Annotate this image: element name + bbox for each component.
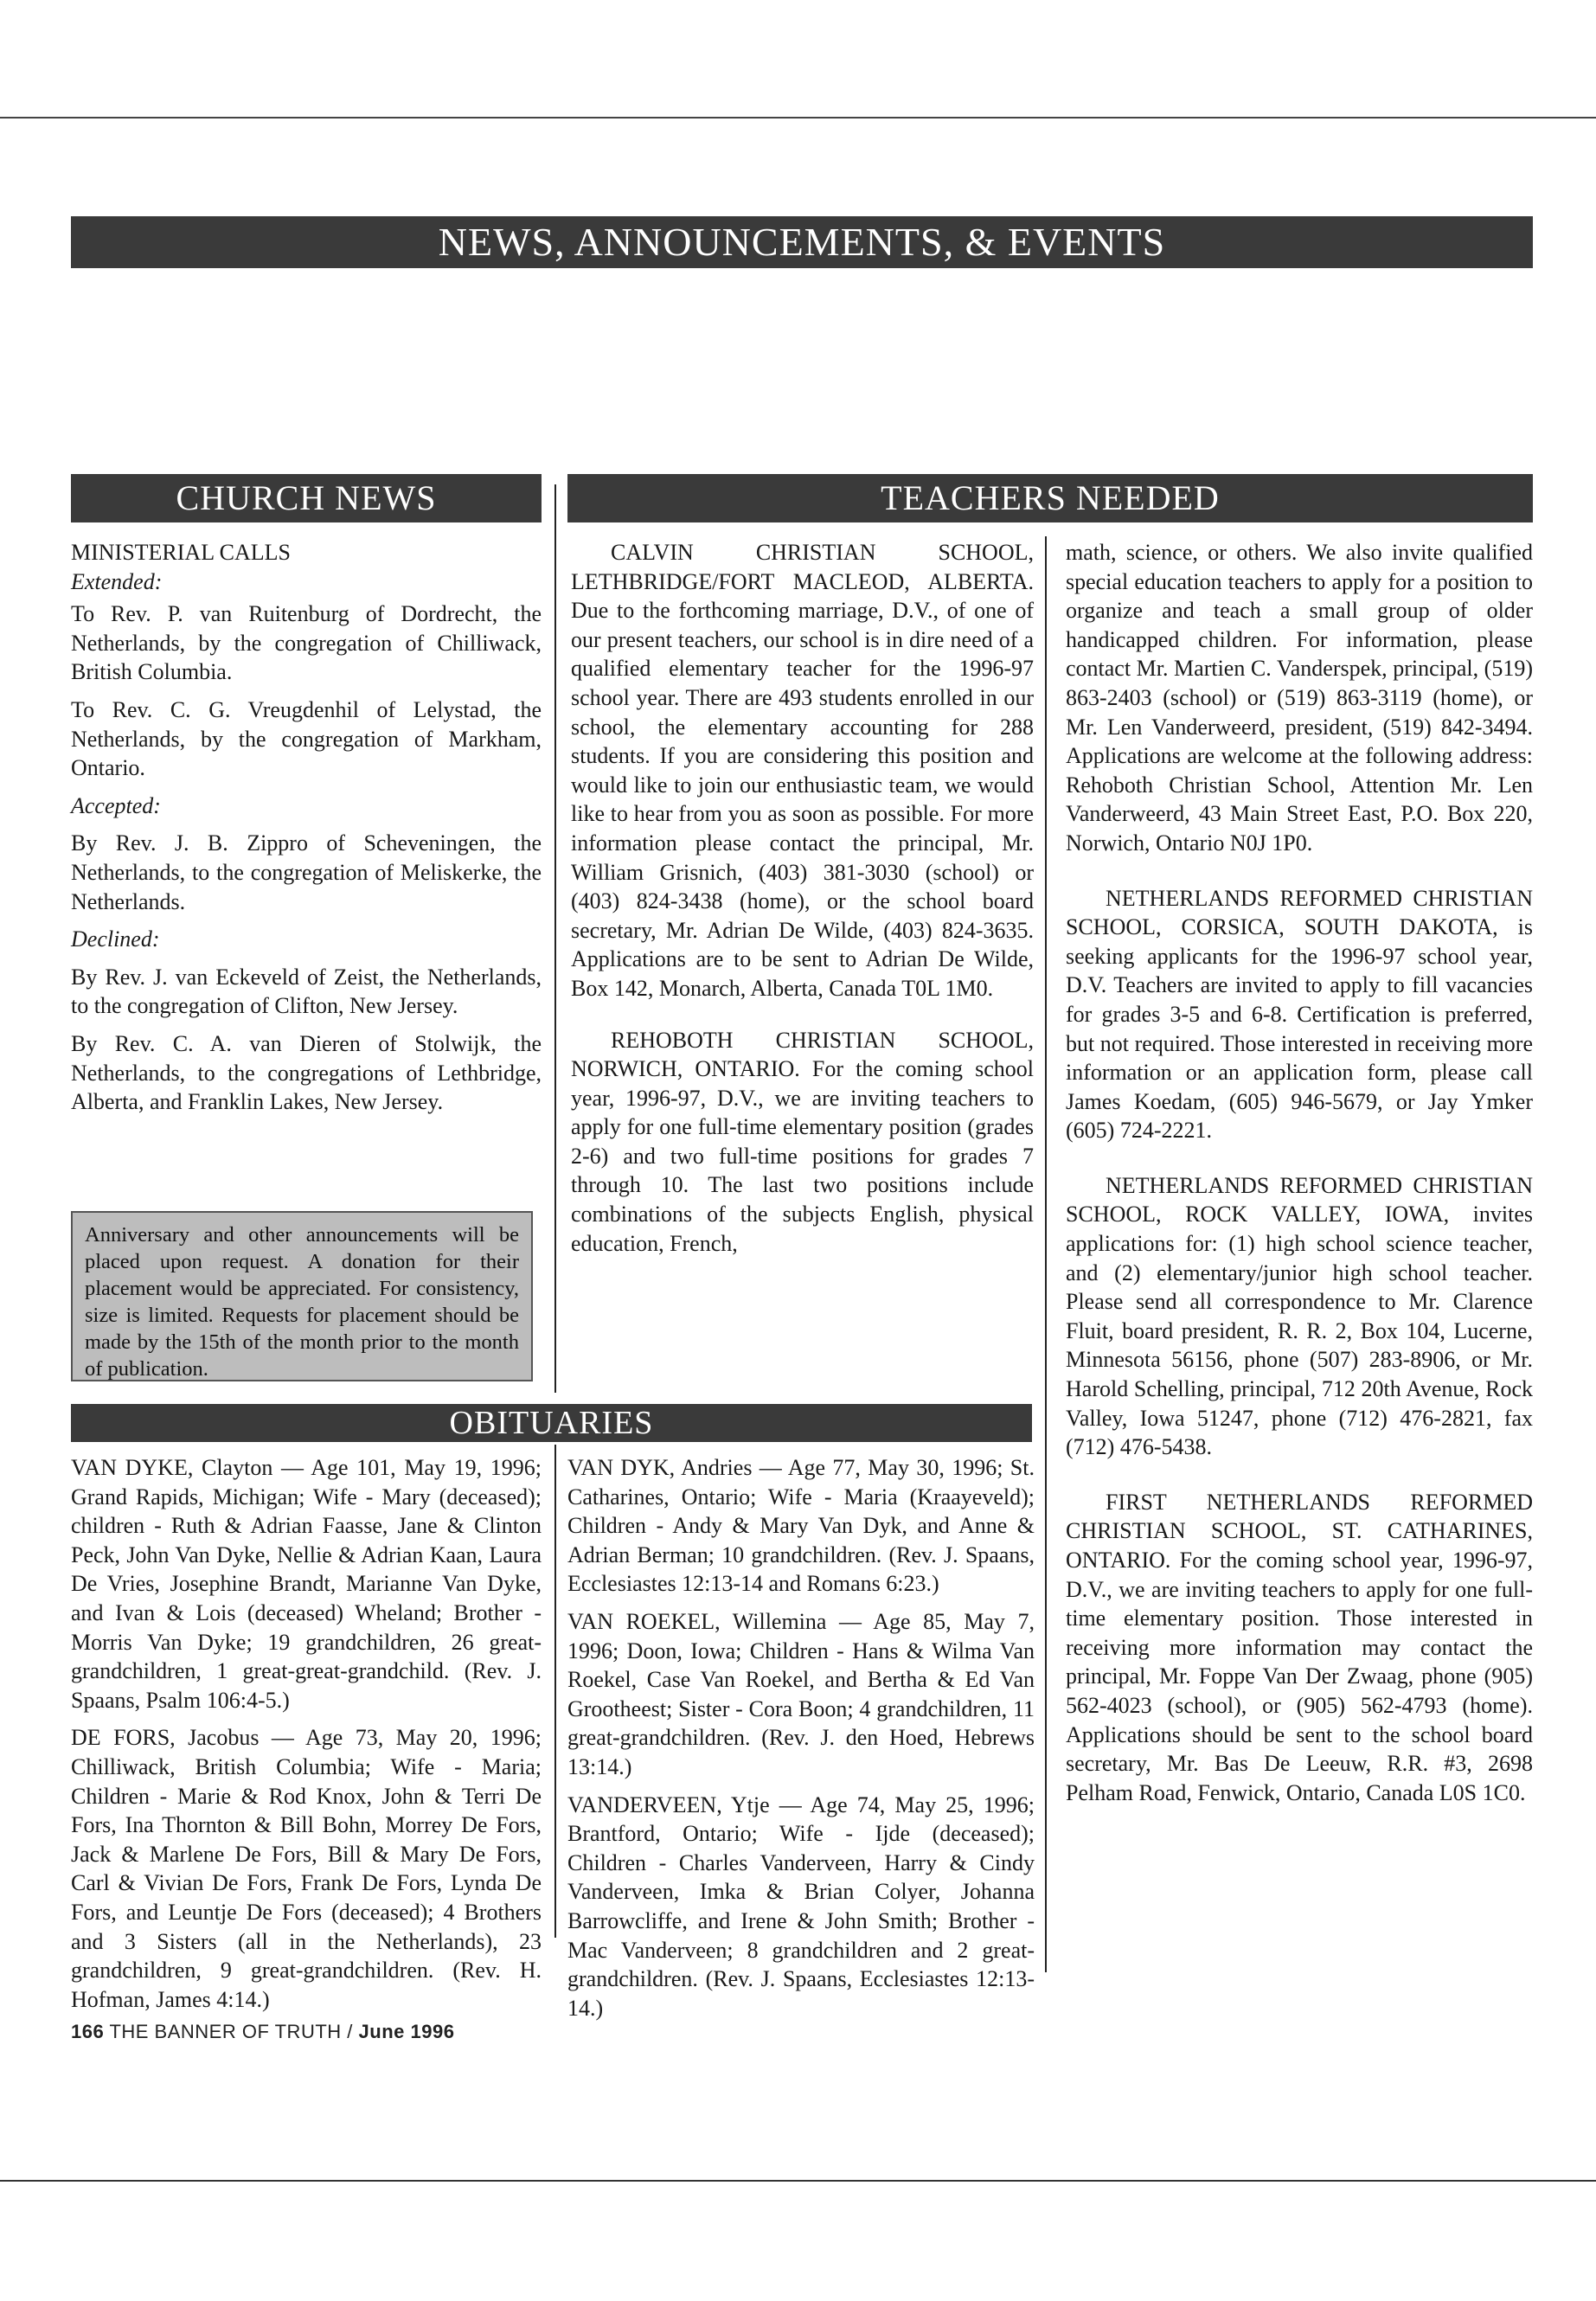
call-extended-2: To Rev. C. G. Vreugdenhil of Lelystad, the Netherlands, by the congregation of Markham, Ontario. [71, 696, 542, 781]
obituary-de-fors: DE FORS, Jacobus — Age 73, May 20, 1996; Chilliwack, British Columbia; Wife - Maria; Children - Marie & Rod Knox, John & Terri De Fors, Ina Thornton & Bill Bohn, Morrey De Fors, Jack & Marlene De Fors, Bill & Mary De Fors, Carl & Vivian De Fors, Frank De Fors, Lynda De Fors, and Leuntje De Fors (deceased); 4 Brothers and 3 Sisters (all in the Netherlands), 23 grandchildren, 9 great-grandchildren. (Rev. H. Hofman, James 4:14.) [71, 1725, 542, 2012]
column-rule-1 [554, 484, 556, 1393]
page-number: 166 [71, 2021, 105, 2042]
obituary-van-dyke: VAN DYKE, Clayton — Age 101, May 19, 1996; Grand Rapids, Michigan; Wife - Mary (deceased); children - Ruth & Adrian Faasse, Jane & Clinton Peck, John Van Dyke, Nellie & Adrian Kaan, Laura De Vries, Josephine Brandt, Marianne Van Dyke, and Ivan & Lois (deceased) Wheland; Brother - Morris Van Dyke; 19 grandchildren, 26 great-grandchildren, 1 great-great-grandchild. (Rev. J. Spaans, Psalm 106:4-5.) [71, 1455, 542, 1713]
issue-date: June 1996 [358, 2021, 455, 2042]
page-banner-text: NEWS, ANNOUNCEMENTS, & EVENTS [438, 220, 1166, 264]
ad-rock-valley-school: NETHERLANDS REFORMED CHRISTIAN SCHOOL, ROCK VALLEY, IOWA, invites applications for: (1) high school science teacher, and (2) elementary/junior high school teacher. Please send all correspondence to Mr. Clarence Fluit, board president, R. R. 2, Box 104, Lucerne, Minnesota 56156, phone (507) 283-8906, or Mr. Harold Schelling, principal, 712 20th Avenue, Rock Valley, Iowa 51247, phone (712) 476-2821, fax (712) 476-5438. [1066, 1172, 1533, 1460]
church-news-column [71, 538, 542, 1125]
obituaries-column-left [71, 1453, 542, 2029]
column-rule-3 [554, 1445, 556, 1938]
obituary-van-dyk: VAN DYK, Andries — Age 77, May 30, 1996; St. Catharines, Ontario; Wife - Maria (Kraayeveld); Children - Andy & Mary Van Dyk, and Anne & Adrian Berman; 10 grandchildren. (Rev. J. Spaans, Ecclesiastes 12:13-14 and Romans 6:23.) [567, 1455, 1035, 1597]
publication-name: THE BANNER OF TRUTH [109, 2021, 342, 2042]
teachers-needed-banner [567, 474, 1533, 522]
obituaries-banner [71, 1404, 1032, 1442]
call-declined-2: By Rev. C. A. van Dieren of Stolwijk, the Netherlands, to the congregations of Lethbridge, Alberta, and Franklin Lakes, New Jersey. [71, 1030, 542, 1115]
ad-rehoboth-continued: math, science, or others. We also invite qualified special education teachers to apply for a position to organize and teach a small group of older handicapped children. For information, please contact Mr. Martien C. Vanderspek, principal, (519) 863-2403 (school) or (519) 863-3119 (home), or Mr. Len Vanderweerd, president, (519) 842-3494. Applications are welcome at the following address: Rehoboth Christian School, Attention Mr. Len Vanderweerd, 43 Main Street East, P.O. Box 220, Norwich, Ontario N0J 1P0. [1066, 540, 1533, 856]
page-banner [71, 216, 1533, 268]
obituaries-title: OBITUARIES [449, 1405, 654, 1441]
church-news-banner [71, 474, 542, 522]
obituary-vanderveen: VANDERVEEN, Ytje — Age 74, May 25, 1996; Brantford, Ontario; Wife - Ijde (deceased); Children - Charles Vanderveen, Harry & Cindy Vanderveen, Imka & Brian Colyer, Johanna Barrowcliffe, and Irene & John Smith; Brother - Mac Vanderveen; 8 grandchildren and 2 great-grandchildren. (Rev. J. Spaans, Ecclesiastes 12:13-14.) [567, 1791, 1035, 2021]
footer-separator: / [347, 2021, 353, 2042]
top-rule [0, 117, 1596, 119]
call-declined-1: By Rev. J. van Eckeveld of Zeist, the Netherlands, to the congregation of Clifton, New Jersey. [71, 964, 542, 1019]
ad-rehoboth-christian-school: REHOBOTH CHRISTIAN SCHOOL, NORWICH, ONTARIO. For the coming school year, 1996-97, D.V., we are inviting teachers to apply for one full-time elementary position (grades 2-6) and two full-time positions for grades 7 through 10. The last two positions include combinations of the subjects English, physical education, French, [571, 1027, 1034, 1256]
announcement-notice-text: Anniversary and other announcements will be placed upon request. A donation for their placement would be appreciated. For consistency, size is limited. Requests for placement should be made by the 15th of the month prior to the month of publication. [85, 1223, 519, 1381]
teachers-needed-title: TEACHERS NEEDED [881, 478, 1220, 517]
call-extended-1: To Rev. P. van Ruitenburg of Dordrecht, the Netherlands, by the congregation of Chilliwack, British Columbia. [71, 601, 542, 685]
ad-st-catharines-school: FIRST NETHERLANDS REFORMED CHRISTIAN SCHOOL, ST. CATHARINES, ONTARIO. For the coming school year, 1996-97, D.V., we are inviting teachers to apply for one full-time elementary position. Those interested in receiving more information may contact the principal, Mr. Foppe Van Der Zwaag, phone (905) 562-4023 (school), or (905) 562-4793 (home). Applications should be sent to the school board secretary, Mr. Bas De Leeuw, R.R. #3, 2698 Pelham Road, Fenwick, Ontario, Canada L0S 1C0. [1066, 1489, 1533, 1805]
extended-label: Extended: [71, 568, 163, 594]
accepted-label: Accepted: [71, 792, 161, 818]
bottom-rule [0, 2180, 1596, 2182]
announcement-notice-box [71, 1211, 533, 1381]
page-footer [71, 2021, 454, 2043]
ad-calvin-christian-school: CALVIN CHRISTIAN SCHOOL, LETHBRIDGE/FORT MACLEOD, ALBERTA. Due to the forthcoming marriage, D.V., of one of our present teachers, our school is in dire need of a qualified elementary teacher for the 1996-97 school year. There are 493 students enrolled in our school, the elementary accounting for 288 students. If you are considering this position and would like to join our enthusiastic team, we would like to hear from you as soon as possible. For more information please contact the principal, Mr. William Grisnich, (403) 381-3030 (school) or (403) 824-3438 (home), or the school board secretary, Mr. Adrian De Wilde, (403) 824-3635. Applications are to be sent to Adrian De Wilde, Box 142, Monarch, Alberta, Canada T0L 1M0. [571, 540, 1034, 1001]
obituaries-column-middle [567, 1453, 1035, 2037]
ad-corsica-school: NETHERLANDS REFORMED CHRISTIAN SCHOOL, CORSICA, SOUTH DAKOTA, is seeking applicants for the 1996-97 school year, D.V. Teachers are invited to apply to fill vacancies for grades 3-5 and 6-8. Certification is preferred, but not required. Those interested in receiving more information or an application form, please call James Koedam, (605) 946-5679, or Jay Ymker (605) 724-2221. [1066, 885, 1533, 1144]
teachers-needed-column-right [1066, 538, 1533, 1822]
ministerial-calls-heading: MINISTERIAL CALLS [71, 540, 291, 565]
call-accepted-1: By Rev. J. B. Zippro of Scheveningen, the Netherlands, to the congregation of Meliskerke, the Netherlands. [71, 830, 542, 914]
church-news-title: CHURCH NEWS [176, 478, 437, 517]
column-rule-2 [1045, 536, 1047, 1972]
obituary-van-roekel: VAN ROEKEL, Willemina — Age 85, May 7, 1996; Doon, Iowa; Children - Hans & Wilma Van Roekel, Case Van Roekel, and Bertha & Ed Van Grootheest; Sister - Cora Boon; 4 grandchildren, 11 great-grandchildren. (Rev. J. den Hoed, Hebrews 13:14.) [567, 1608, 1035, 1779]
teachers-needed-column-middle [571, 538, 1034, 1272]
declined-label: Declined: [71, 926, 160, 952]
